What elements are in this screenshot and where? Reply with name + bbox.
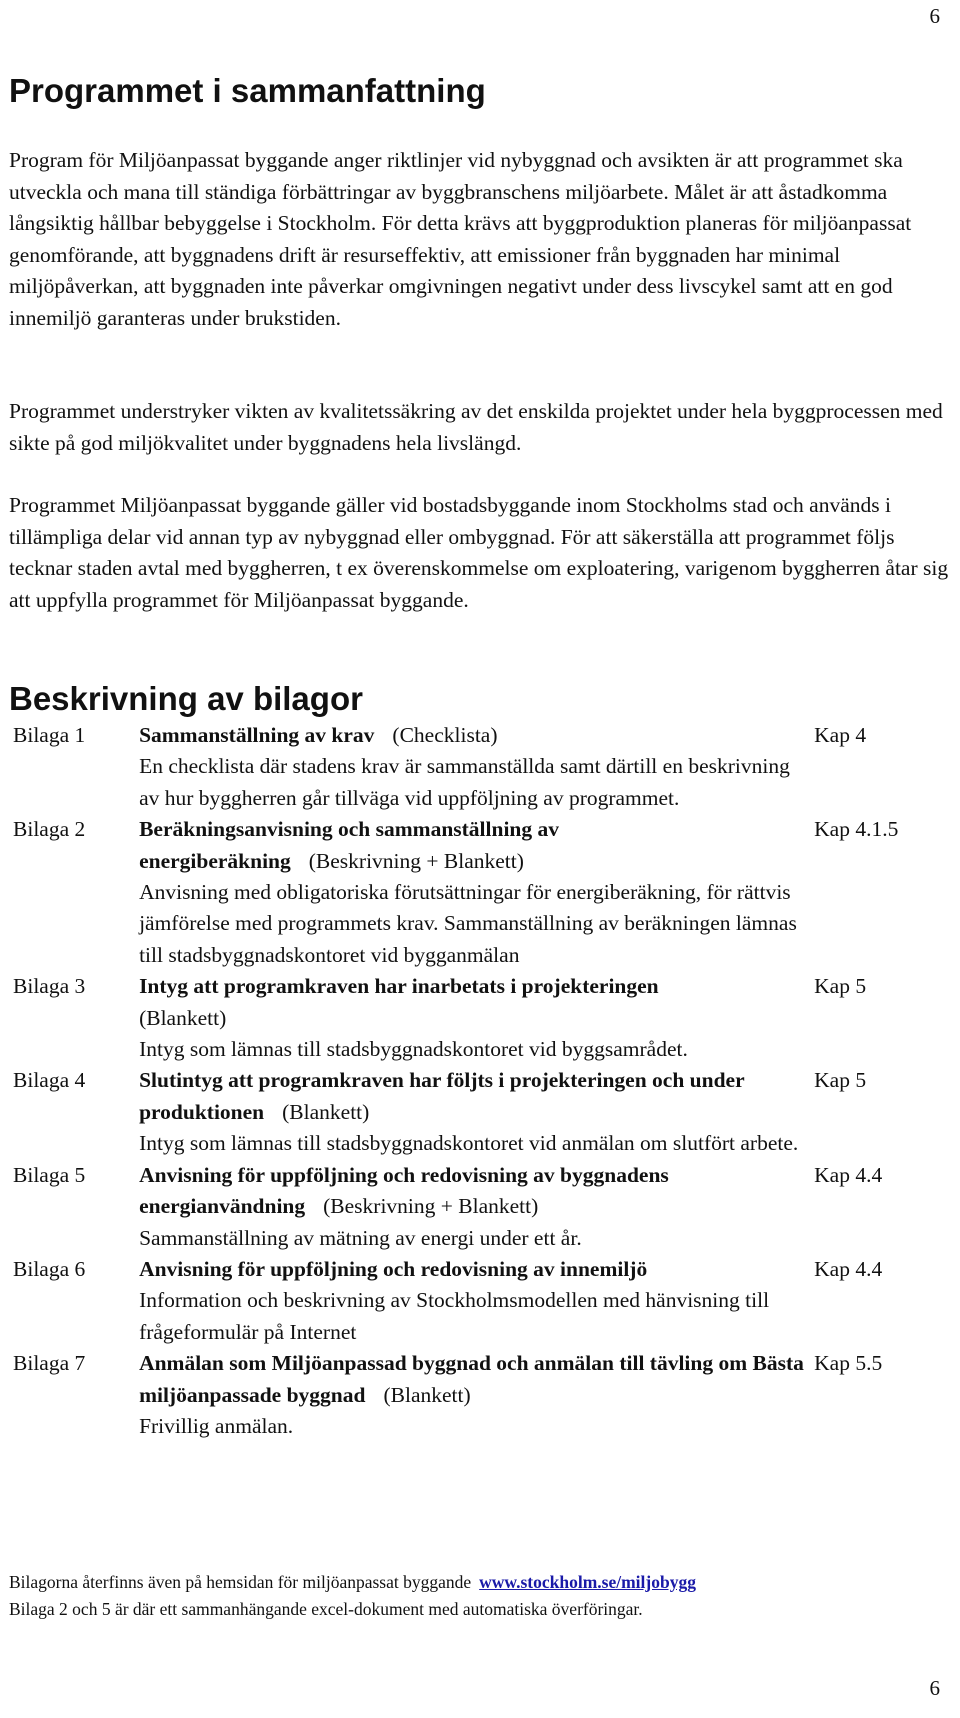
bilaga-label: Bilaga 5 — [13, 1162, 86, 1187]
bilaga-title: Anvisning för uppföljning och redovisning av byggnadens energianvändning — [139, 1162, 669, 1219]
bilaga-label: Bilaga 4 — [13, 1068, 86, 1093]
bilaga-kapitel: Kap 5 — [814, 974, 867, 999]
bilaga-kapitel: Kap 4.4 — [814, 1162, 883, 1187]
bilaga-title: Beräkningsanvisning och sammanställning av energiberäkning — [139, 817, 560, 873]
bilaga-title: Intyg att programkraven har inarbetats i projekteringen — [139, 974, 659, 999]
bilaga-description: Frivillig anmälan. — [139, 1413, 294, 1438]
bilaga-kapitel: Kap 4.4 — [814, 1256, 883, 1281]
bilagor-heading: Beskrivning av bilagor — [9, 680, 363, 717]
bilaga-kapitel: Kap 4 — [814, 723, 867, 747]
bilaga-label: Bilaga 2 — [13, 817, 86, 842]
bilaga-tag: (Beskrivning + Blankett) — [308, 848, 524, 873]
bilaga-tag: (Blankett) — [383, 1382, 471, 1407]
bilaga-description: Anvisning med obligatoriska förutsättningar för energiberäkning, för rättvis jämförelse med programmets krav. Sammanställning av beräkningen lämnas till stadsbyggnadskontoret vid bygganmälan — [139, 880, 797, 967]
bilaga-title: Anvisning för uppföljning och redovisning av innemiljö — [139, 1256, 648, 1281]
bilaga-tag: (Checklista) — [392, 723, 498, 747]
bilaga-tag: (Beskrivning + Blankett) — [323, 1194, 539, 1219]
bilaga-description: Sammanställning av mätning av energi under ett år. — [139, 1225, 582, 1250]
bilaga-row-5 — [13, 1160, 943, 1254]
bilaga-row-1 — [13, 720, 943, 814]
bilaga-label: Bilaga 1 — [13, 723, 86, 747]
bilaga-label: Bilaga 6 — [13, 1256, 86, 1281]
summary-paragraph-3: Programmet Miljöanpassat byggande gäller vid bostadsbyggande inom Stockholms stad och används i tillämpliga delar vid annan typ av nybyggnad eller ombyggnad. För att säkerställa att programmet följs tecknar staden avtal med byggherren, t ex överenskommelse om exploatering, varigenom byggherren åtar sig att uppfylla programmet för Miljöanpassat byggande. — [9, 493, 949, 612]
bilaga-title: Slutintyg att programkraven har följts i projekteringen och under produktionen — [139, 1068, 745, 1124]
bilaga-row-2 — [13, 814, 943, 971]
bilaga-row-3 — [13, 971, 943, 1065]
footnote-excel: Bilaga 2 och 5 är där ett sammanhängande excel-dokument med automatiska överföringar. — [9, 1599, 643, 1619]
bilaga-description: En checklista där stadens krav är sammanställda samt därtill en beskrivning av hur byggherren går tillväga vid uppföljning av programmet. — [139, 754, 790, 810]
bilaga-tag: (Blankett) — [139, 1005, 227, 1030]
summary-heading: Programmet i sammanfattning — [9, 72, 486, 109]
bilaga-label: Bilaga 3 — [13, 974, 86, 999]
bilaga-title: Anmälan som Miljöanpassad byggnad och anmälan till tävling om Bästa miljöanpassade byggnad — [139, 1351, 804, 1407]
bilaga-row-7 — [13, 1348, 943, 1442]
page-number-top: 6 — [929, 4, 940, 28]
footnote-website — [9, 1570, 696, 1594]
bilaga-kapitel: Kap 4.1.5 — [814, 817, 899, 842]
bilaga-description: Intyg som lämnas till stadsbyggnadskontoret vid anmälan om slutfört arbete. — [139, 1131, 799, 1156]
summary-paragraph-1: Program för Miljöanpassat byggande anger riktlinjer vid nybyggnad och avsikten är att programmet ska utveckla och mana till ständiga förbättringar av byggbranschens miljöarbete. Målet är att åstadkomma långsiktig hållbar bebyggelse i Stockholm. För detta krävs att byggproduktion planeras för miljöanpassat genomförande, att byggnadens drift är resurseffektiv, att emissioner från byggnaden har minimal miljöpåverkan, att byggnaden inte påverkar omgivningen negativt under dess livscykel samt att en god innemiljö garanteras under brukstiden. — [9, 148, 912, 330]
bilaga-row-6 — [13, 1254, 943, 1348]
footnote-website-text: Bilagorna återfinns även på hemsidan för miljöanpassat byggande — [9, 1572, 472, 1592]
bilaga-kapitel: Kap 5.5 — [814, 1351, 883, 1376]
bilagor-table — [13, 720, 943, 1442]
bilaga-kapitel: Kap 5 — [814, 1068, 867, 1093]
bilaga-title: Sammanställning av krav — [139, 723, 375, 747]
bilaga-row-4 — [13, 1065, 943, 1159]
bilaga-label: Bilaga 7 — [13, 1351, 86, 1376]
bilaga-description: Information och beskrivning av Stockholmsmodellen med hänvisning till frågeformulär på Internet — [139, 1288, 770, 1344]
page-number-bottom: 6 — [929, 1676, 940, 1700]
summary-paragraph-2: Programmet understryker vikten av kvalitetssäkring av det enskilda projektet under hela byggprocessen med sikte på god miljökvalitet under byggnadens hela livslängd. — [9, 399, 943, 455]
bilaga-description: Intyg som lämnas till stadsbyggnadskontoret vid byggsamrådet. — [139, 1037, 688, 1062]
website-link[interactable]: www.stockholm.se/miljobygg — [479, 1572, 696, 1592]
bilaga-tag: (Blankett) — [282, 1099, 370, 1124]
